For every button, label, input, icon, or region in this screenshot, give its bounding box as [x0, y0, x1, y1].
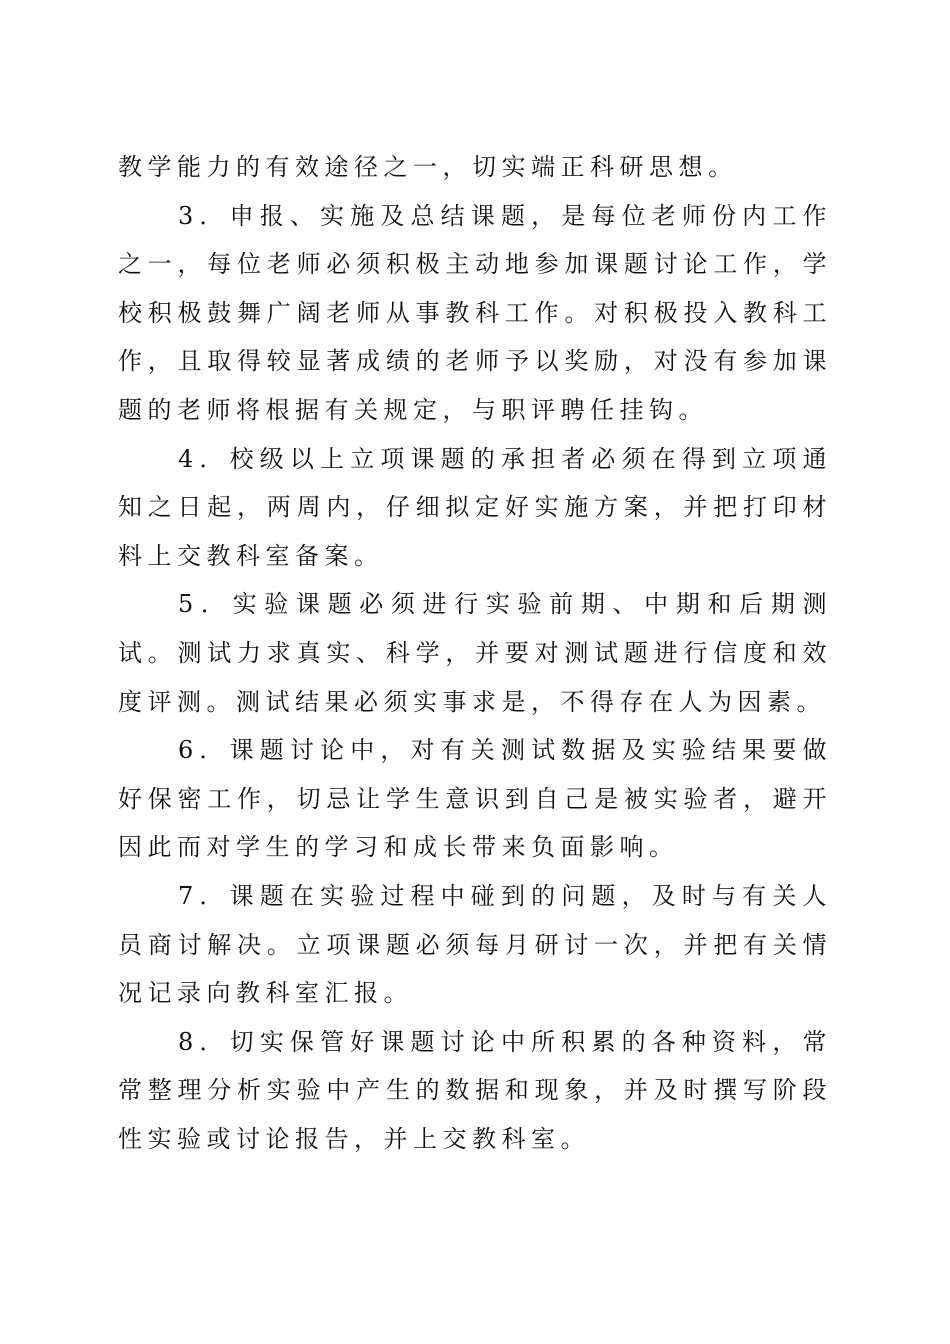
paragraph-item-5: 5．实验课题必须进行实验前期、中期和后期测试。测试力求真实、科学，并要对测试题进行信度和效度评测。测试结果必须实事求是，不得存在人为因素。	[118, 590, 832, 716]
paragraph-item-3: 3．申报、实施及总结课题，是每位老师份内工作之一，每位老师必须积极主动地参加课题讨论工作，学校积极鼓舞广阔老师从事教科工作。对积极投入教科工作，且取得较显著成绩的老师予以奖励，对没有参加课题的老师将根据有关规定，与职评聘任挂钩。	[118, 201, 832, 424]
paragraph-item-7: 7．课题在实验过程中碰到的问题，及时与有关人员商讨解决。立项课题必须每月研讨一次，并把有关情况记录向教科室汇报。	[118, 881, 832, 1008]
paragraph-item-8: 8．切实保管好课题讨论中所积累的各种资料，常常整理分析实验中产生的数据和现象，并及时撰写阶段性实验或讨论报告，并上交教科室。	[118, 1027, 832, 1153]
paragraph-item-4: 4．校级以上立项课题的承担者必须在得到立项通知之日起，两周内，仔细拟定好实施方案，并把打印材料上交教科室备案。	[118, 444, 832, 570]
document-body	[118, 143, 832, 1163]
paragraph-item-6: 6．课题讨论中，对有关测试数据及实验结果要做好保密工作，切忌让学生意识到自己是被实验者，避开因此而对学生的学习和成长带来负面影响。	[118, 736, 832, 862]
paragraph-continuation: 教学能力的有效途径之一，切实端正科研思想。	[118, 153, 738, 181]
